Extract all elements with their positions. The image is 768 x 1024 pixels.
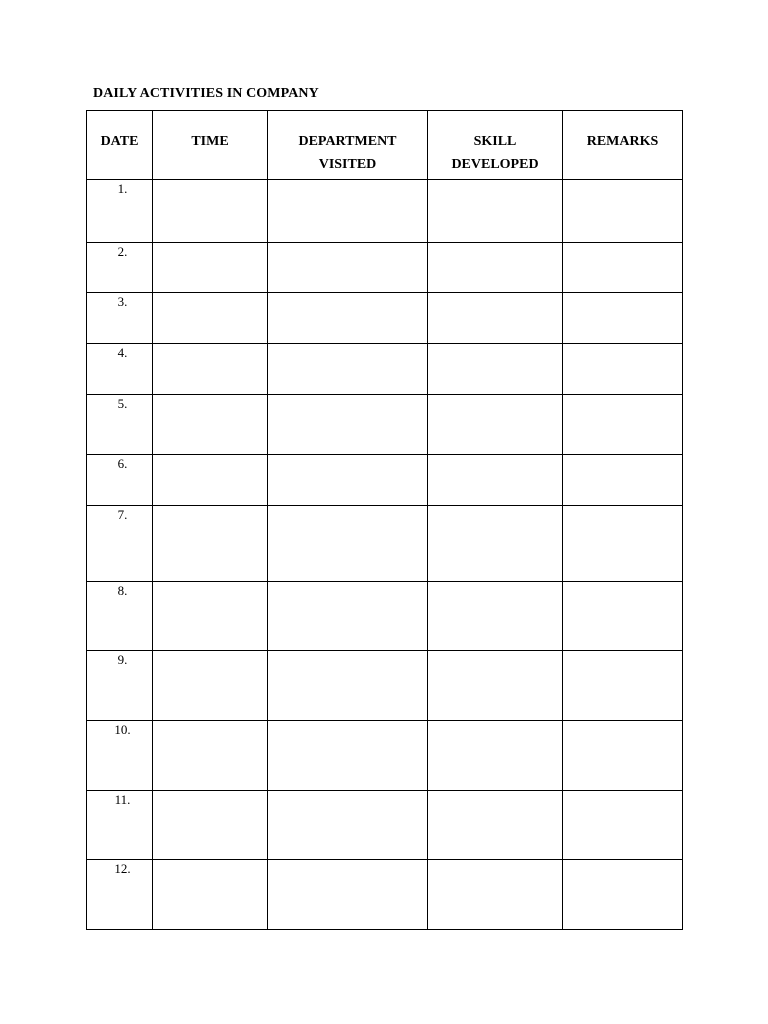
remarks-cell[interactable]	[563, 344, 683, 395]
department-visited-cell[interactable]	[268, 180, 428, 243]
table-row	[87, 506, 683, 582]
header-skill-developed	[428, 111, 563, 180]
header-department-visited	[268, 111, 428, 180]
date-cell[interactable]: 10.	[87, 721, 153, 791]
department-visited-cell[interactable]	[268, 860, 428, 930]
header-skill-label-line2: DEVELOPED	[451, 157, 539, 172]
department-visited-cell[interactable]	[268, 344, 428, 395]
time-cell[interactable]	[153, 455, 268, 506]
time-cell[interactable]	[153, 860, 268, 930]
skill-developed-cell[interactable]	[428, 791, 563, 860]
date-cell[interactable]: 9.	[87, 651, 153, 721]
remarks-cell[interactable]	[563, 721, 683, 791]
activities-table	[86, 110, 683, 930]
department-visited-cell[interactable]	[268, 293, 428, 344]
department-visited-cell[interactable]	[268, 395, 428, 455]
skill-developed-cell[interactable]	[428, 344, 563, 395]
time-cell[interactable]	[153, 180, 268, 243]
header-remarks	[563, 111, 683, 180]
remarks-cell[interactable]	[563, 651, 683, 721]
remarks-cell[interactable]	[563, 180, 683, 243]
header-department-label-line1: DEPARTMENT	[298, 134, 397, 149]
table-row	[87, 651, 683, 721]
header-department-label-line2: VISITED	[318, 157, 377, 172]
header-time-label: TIME	[191, 134, 229, 149]
skill-developed-cell[interactable]	[428, 180, 563, 243]
table-row	[87, 791, 683, 860]
table-row	[87, 180, 683, 243]
date-cell[interactable]: 5.	[87, 395, 153, 455]
time-cell[interactable]	[153, 721, 268, 791]
time-cell[interactable]	[153, 243, 268, 293]
date-cell[interactable]: 4.	[87, 344, 153, 395]
department-visited-cell[interactable]	[268, 791, 428, 860]
date-cell[interactable]: 1.	[87, 180, 153, 243]
skill-developed-cell[interactable]	[428, 506, 563, 582]
remarks-cell[interactable]	[563, 455, 683, 506]
table-row	[87, 395, 683, 455]
department-visited-cell[interactable]	[268, 506, 428, 582]
remarks-cell[interactable]	[563, 506, 683, 582]
header-remarks-label: REMARKS	[586, 134, 659, 149]
remarks-cell[interactable]	[563, 243, 683, 293]
remarks-cell[interactable]	[563, 860, 683, 930]
time-cell[interactable]	[153, 395, 268, 455]
skill-developed-cell[interactable]	[428, 395, 563, 455]
skill-developed-cell[interactable]	[428, 651, 563, 721]
time-cell[interactable]	[153, 344, 268, 395]
remarks-cell[interactable]	[563, 293, 683, 344]
table-row	[87, 243, 683, 293]
date-cell[interactable]: 2.	[87, 243, 153, 293]
department-visited-cell[interactable]	[268, 455, 428, 506]
header-date	[87, 111, 153, 180]
table-row	[87, 860, 683, 930]
date-cell[interactable]: 7.	[87, 506, 153, 582]
header-row	[87, 111, 683, 180]
skill-developed-cell[interactable]	[428, 721, 563, 791]
time-cell[interactable]	[153, 791, 268, 860]
date-cell[interactable]: 12.	[87, 860, 153, 930]
header-skill-label-line1: SKILL	[473, 134, 517, 149]
time-cell[interactable]	[153, 506, 268, 582]
date-cell[interactable]: 3.	[87, 293, 153, 344]
table-row	[87, 293, 683, 344]
header-time	[153, 111, 268, 180]
table-row	[87, 721, 683, 791]
department-visited-cell[interactable]	[268, 582, 428, 651]
department-visited-cell[interactable]	[268, 651, 428, 721]
header-date-label: DATE	[100, 134, 139, 149]
date-cell[interactable]: 6.	[87, 455, 153, 506]
skill-developed-cell[interactable]	[428, 582, 563, 651]
date-cell[interactable]: 11.	[87, 791, 153, 860]
table-row	[87, 455, 683, 506]
time-cell[interactable]	[153, 651, 268, 721]
skill-developed-cell[interactable]	[428, 293, 563, 344]
remarks-cell[interactable]	[563, 791, 683, 860]
department-visited-cell[interactable]	[268, 721, 428, 791]
time-cell[interactable]	[153, 293, 268, 344]
remarks-cell[interactable]	[563, 395, 683, 455]
skill-developed-cell[interactable]	[428, 860, 563, 930]
table-row	[87, 582, 683, 651]
page-title: DAILY ACTIVITIES IN COMPANY	[93, 86, 319, 101]
time-cell[interactable]	[153, 582, 268, 651]
department-visited-cell[interactable]	[268, 243, 428, 293]
table-row	[87, 344, 683, 395]
skill-developed-cell[interactable]	[428, 243, 563, 293]
date-cell[interactable]: 8.	[87, 582, 153, 651]
remarks-cell[interactable]	[563, 582, 683, 651]
skill-developed-cell[interactable]	[428, 455, 563, 506]
